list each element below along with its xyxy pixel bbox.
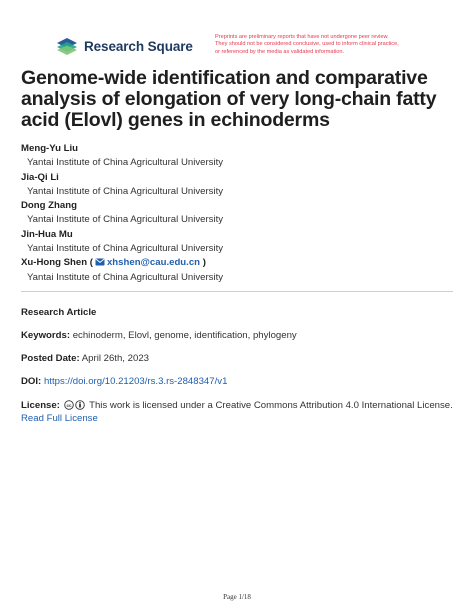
- preprint-header: [55, 34, 435, 64]
- preprint-notice: [215, 34, 440, 56]
- author-name: Dong Zhang: [21, 200, 77, 212]
- keywords-value: echinoderm, Elovl, genome, identification, phylogeny: [72, 330, 297, 341]
- author-affiliation: Yantai Institute of China Agricultural University: [27, 214, 224, 226]
- email-link[interactable]: xhshen@cau.edu.cn: [106, 257, 201, 269]
- posted-date-value: April 26th, 2023: [81, 353, 149, 364]
- research-square-logo[interactable]: [55, 36, 193, 56]
- author-affiliation: Yantai Institute of China Agricultural University: [27, 157, 224, 169]
- posted-date-label: Posted Date:: [21, 353, 80, 364]
- author-affiliation: Yantai Institute of China Agricultural University: [27, 243, 224, 255]
- research-square-logo-icon: [55, 36, 79, 56]
- license-text: This work is licensed under a Creative Commons Attribution 4.0 International License.: [89, 400, 453, 411]
- author-affiliation: Yantai Institute of China Agricultural University: [27, 185, 224, 197]
- author-entry: [21, 228, 461, 257]
- close-paren: ): [202, 257, 206, 269]
- author-name: Meng-Yu Liu: [21, 143, 79, 154]
- article-type: [21, 306, 461, 319]
- posted-date-row: [21, 352, 461, 365]
- logo-text: Research Square: [84, 38, 193, 54]
- corresponding-author-line: [21, 256, 461, 270]
- article-title: Genome-wide identification and comparative analysis of elongation of very long-chain fatty acid (Elovl) genes in echinoderms: [21, 67, 437, 131]
- corresponding-author-entry: [21, 256, 461, 285]
- notice-line: They should not be considered conclusive, used to inform clinical practice,: [215, 41, 399, 48]
- license-row: [21, 399, 461, 425]
- notice-line: Preprints are preliminary reports that have not undergone peer review.: [215, 34, 389, 40]
- author-list: [21, 142, 461, 285]
- author-entry: [21, 142, 461, 171]
- keywords-label: Keywords:: [21, 330, 71, 341]
- license-label: License:: [21, 400, 60, 411]
- author-entry: [21, 171, 461, 200]
- open-paren: (: [89, 257, 93, 269]
- article-type-value: Research Article: [21, 307, 97, 318]
- svg-text:cc: cc: [66, 402, 72, 408]
- page-number: Page 1/18: [223, 593, 251, 601]
- author-name: Jin-Hua Mu: [21, 228, 73, 240]
- author-name: Xu-Hong Shen: [21, 257, 88, 269]
- author-entry: [21, 199, 461, 228]
- keywords-row: [21, 329, 461, 342]
- read-full-license-link[interactable]: Read Full License: [21, 413, 98, 424]
- author-affiliation: Yantai Institute of China Agricultural University: [27, 271, 224, 283]
- envelope-icon: [95, 258, 105, 266]
- author-name: Jia-Qi Li: [21, 171, 59, 183]
- section-divider: [21, 291, 453, 292]
- doi-label: DOI:: [21, 376, 42, 387]
- notice-line: or referenced by the media as validated information.: [215, 48, 345, 55]
- creative-commons-icon: [64, 400, 86, 410]
- doi-row: [21, 375, 461, 388]
- doi-link[interactable]: https://doi.org/10.21203/rs.3.rs-2848347/v1: [43, 376, 228, 387]
